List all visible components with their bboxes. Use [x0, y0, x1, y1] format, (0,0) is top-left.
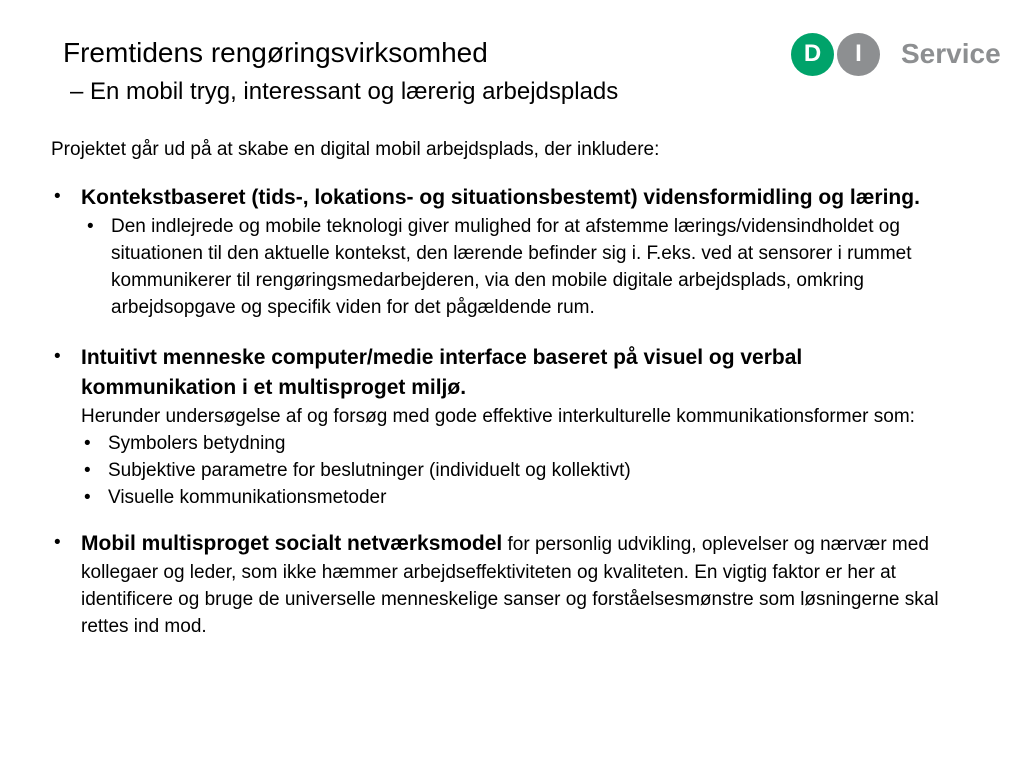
- slide-content: [51, 137, 951, 640]
- di-service-logo: [791, 32, 1001, 76]
- logo-i-circle: I: [837, 33, 880, 76]
- intro-text: Projektet går ud på at skabe en digital mobil arbejdsplads, der inkludere:: [51, 139, 660, 160]
- sub-bullet-item: [81, 213, 951, 321]
- bullet-heading: Mobil multisproget socialt netværksmodel: [81, 532, 503, 555]
- bullet-social-network: [51, 529, 951, 640]
- sub-bullet-text: Symbolers betydning: [108, 433, 286, 454]
- sub-bullet-text: Visuelle kommunikationsmetoder: [108, 487, 387, 508]
- sub-bullet-item: [81, 484, 951, 511]
- slide-title: Fremtidens rengøringsvirksomhed: [63, 37, 488, 68]
- sub-bullet-text: Subjektive parametre for beslutninger (individuelt og kollektivt): [108, 460, 631, 481]
- sub-bullet-text: Den indlejrede og mobile teknologi giver mulighed for at afstemme lærings/vidensindholdet og situationen til den aktuelle kontekst, den lærende befinder sig i. F.eks. ved at sensorer i rummet kommunikerer til rengøringsmedarbejderen, via den mobile digitale arbejdsplads, omkring arbejdsopgave og specifik viden for det pågældende rum.: [111, 216, 912, 318]
- bullet-marker: •: [54, 346, 61, 367]
- slide-subtitle: – En mobil tryg, interessant og lærerig arbejdsplads: [70, 78, 619, 105]
- sub-bullet-marker: •: [84, 487, 91, 508]
- bullet-heading: Intuitivt menneske computer/medie interface baseret på visuel og verbal kommunikation i et multisproget miljø.: [81, 346, 803, 399]
- bullet-marker: •: [54, 532, 61, 553]
- sub-bullet-item: [81, 430, 951, 457]
- logo-d-circle: D: [791, 33, 834, 76]
- sub-bullet-marker: •: [84, 433, 91, 454]
- bullet-body-text: Herunder undersøgelse af og forsøg med gode effektive interkulturelle kommunikationsformer som:: [81, 406, 915, 427]
- bullet-heading: Kontekstbaseret (tids-, lokations- og situationsbestemt) vidensformidling og læring.: [81, 186, 920, 209]
- bullet-context-learning: [51, 183, 951, 321]
- sub-bullet-marker: •: [87, 216, 94, 237]
- sub-bullet-item: [81, 457, 951, 484]
- bullet-body-text: for personlig udvikling, oplevelser og nærvær med kollegaer og leder, som ikke hæmmer arbejdseffektiviteten og kvaliteten. En vigtig faktor er her at identificere og bruge de universelle menneskelige sanser og forståelsesmønstre som løsningerne skal rettes ind mod.: [81, 534, 939, 637]
- bullet-marker: •: [54, 186, 61, 207]
- bullet-interface: [51, 343, 951, 511]
- sub-bullet-marker: •: [84, 460, 91, 481]
- logo-service-word: Service: [901, 38, 1001, 69]
